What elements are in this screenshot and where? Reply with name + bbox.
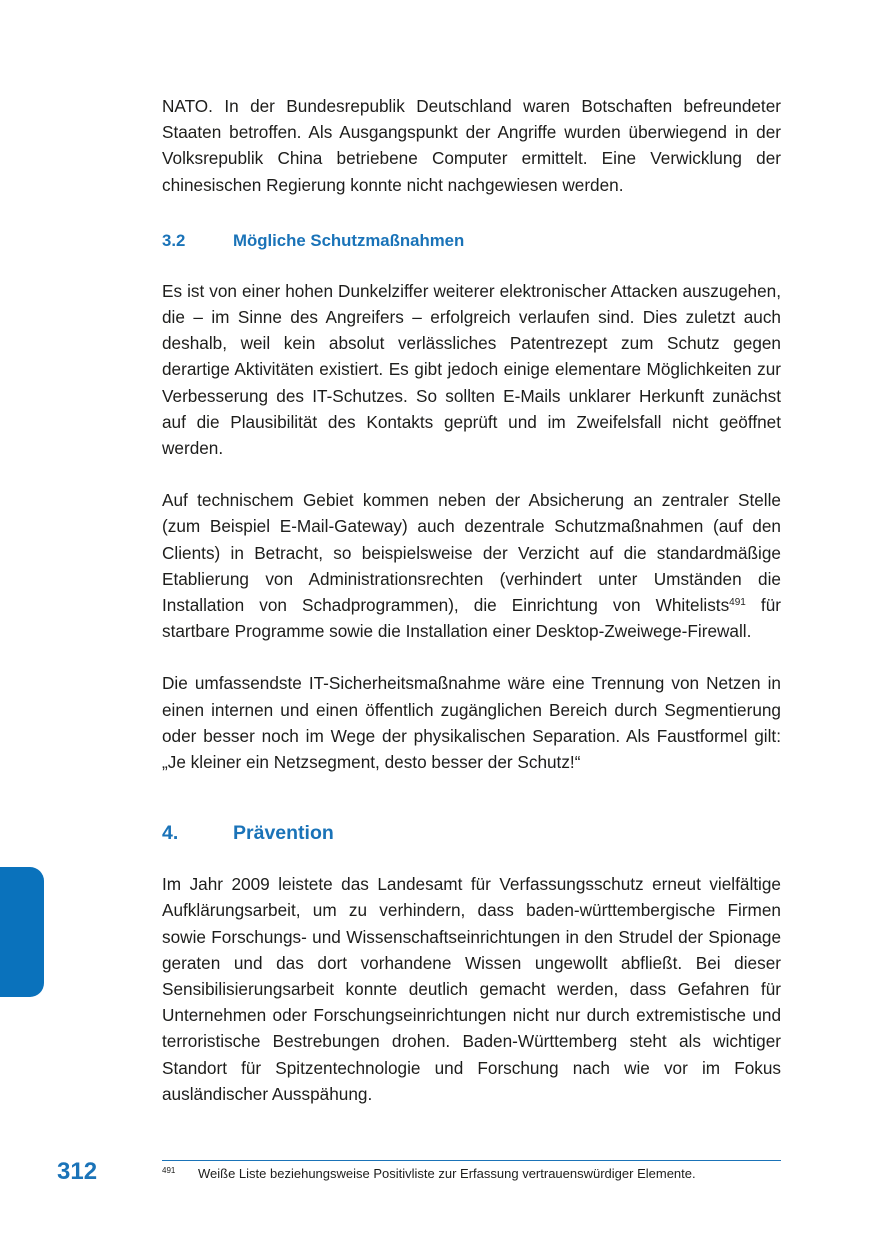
section-heading-4: [162, 821, 781, 845]
page-number: 312: [57, 1158, 98, 1185]
footnote-reference[interactable]: 491: [729, 597, 746, 609]
paragraph-text: für startbare Programme sowie die Installation einer Desktop-Zweiwege-Firewall.: [162, 595, 781, 642]
paragraph-nato: NATO. In der Bundesrepublik Deutschland waren Botschaften befreundeter Staaten betroffen. Als Ausgangspunkt der Angriffe wurden überwiegend in der Volksrepublik China betriebene Computer ermittelt. Eine Verwicklung der chinesischen Regierung konnte nicht nachgewiesen werden.: [162, 96, 781, 195]
page-body: [162, 93, 781, 1107]
paragraph-trennung: Die umfassendste IT-Sicherheitsmaßnahme wäre eine Trennung von Netzen in einen internen und einen öffentlich zugänglichen Bereich durch Segmentierung oder besser noch im Wege der physikalischen Separation. Als Faustformel gilt: „Je kleiner ein Netzsegment, desto besser der Schutz!“: [162, 673, 781, 773]
footnote-divider: [162, 1160, 781, 1161]
footnote: 491 Weiße Liste beziehungsweise Positivliste zur Erfassung vertrauenswürdiger Elemente.: [162, 1166, 696, 1181]
section-title: Prävention: [233, 822, 334, 845]
chapter-tab: [0, 867, 44, 997]
footnote-text: Weiße Liste beziehungsweise Positivliste zur Erfassung vertrauenswürdiger Elemente.: [198, 1166, 696, 1181]
paragraph-technisch: [162, 487, 781, 644]
section-title: Mögliche Schutzmaßnahmen: [233, 230, 465, 250]
section-number: 4.: [162, 822, 179, 845]
paragraph-text: Auf technischem Gebiet kommen neben der Absicherung an zentraler Stelle (zum Beispiel E-Mail-Gateway) auch dezentrale Schutzmaßnahmen (auf den Clients) in Betracht, so beispielsweise der Verzicht auf die standardmäßige Etablierung von Administrationsrechten (verhindert unter Umständen die Installation von Schadprogrammen), die Einrichtung von Whitelists: [162, 490, 781, 616]
section-heading-3-2: [162, 230, 781, 252]
section-number: 3.2: [162, 230, 186, 250]
paragraph-praevention: Im Jahr 2009 leistete das Landesamt für Verfassungsschutz erneut vielfältige Aufklärungsarbeit, um zu verhindern, dass baden-württembergische Firmen sowie Forschungs- und Wissenschaftseinrichtungen in den Strudel der Spionage geraten und das dort vorhandene Wissen ungewollt abfließt. Bei dieser Sensibilisierungsarbeit konnte deutlich gemacht werden, dass Gefahren für Unternehmen oder Forschungseinrichtungen nicht nur durch extremistische und terroristische Bestrebungen drohen. Baden-Württemberg steht als wichtiger Standort für Spitzentechnologie und Forschung nach wie vor im Fokus ausländischer Ausspähung.: [162, 874, 781, 1104]
paragraph-dunkelziffer: Es ist von einer hohen Dunkelziffer weiterer elektronischer Attacken auszugehen, die – im Sinne des Angreifers – erfolgreich verlaufen sind. Dies zuletzt auch deshalb, weil kein absolut verlässliches Patentrezept zum Schutz gegen derartige Aktivitäten existiert. Es gibt jedoch einige elementare Möglichkeiten zur Verbesserung des IT-Schutzes. So sollten E-Mails unklarer Herkunft zunächst auf die Plausibilität des Kontakts geprüft und im Zweifelsfall nicht geöffnet werden.: [162, 280, 781, 459]
